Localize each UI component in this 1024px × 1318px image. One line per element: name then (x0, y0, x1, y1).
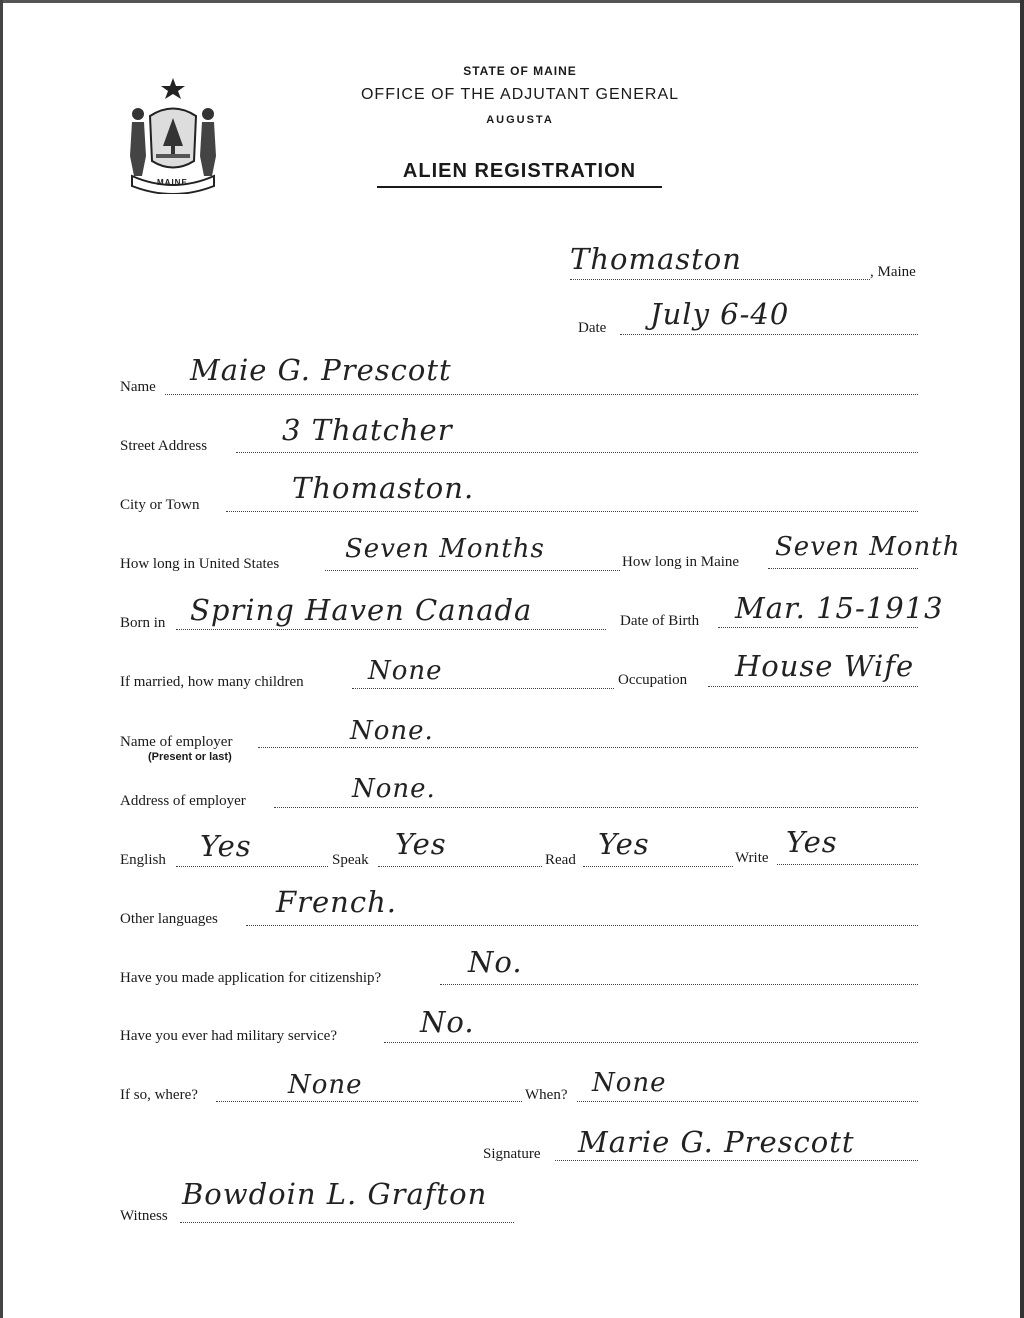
when-entry: None (592, 1068, 667, 1098)
label-military: Have you ever had military service? (120, 1028, 337, 1044)
where-entry: None (288, 1070, 363, 1100)
label-employer-address: Address of employer (120, 793, 246, 809)
header-city: AUGUSTA (486, 114, 554, 126)
label-employer-note: (Present or last) (148, 751, 232, 763)
label-dob: Date of Birth (620, 613, 700, 629)
dob-line (718, 627, 918, 628)
military-entry: No. (420, 1005, 475, 1039)
label-name: Name (120, 379, 156, 395)
citizenship-line (440, 984, 918, 985)
employer-line (258, 747, 918, 748)
label-maine: , Maine (870, 264, 916, 280)
date-entry: July 6-40 (650, 297, 790, 331)
born-in-line (176, 629, 606, 630)
children-entry: None (368, 656, 443, 686)
how-long-maine-line (768, 568, 918, 569)
seal-banner-text: MAINE (157, 178, 188, 187)
town-line (570, 279, 870, 280)
born-in-entry: Spring Haven Canada (190, 593, 533, 627)
label-employer: Name of employer (120, 734, 233, 750)
label-citizenship: Have you made application for citizenship? (120, 970, 382, 986)
street-entry: 3 Thatcher (282, 413, 453, 447)
street-line (236, 452, 918, 453)
label-when: When? (525, 1087, 568, 1103)
header-state: STATE OF MAINE (463, 64, 577, 78)
dob-entry: Mar. 15-1913 (735, 591, 944, 625)
label-signature: Signature (483, 1146, 541, 1162)
read-entry: Yes (598, 827, 650, 861)
how-long-us-entry: Seven Months (345, 534, 545, 564)
write-line (777, 864, 918, 865)
label-witness: Witness (120, 1208, 168, 1224)
scan-edge-top (0, 0, 1024, 3)
english-entry: Yes (200, 829, 252, 863)
town-entry: Thomaston (570, 242, 742, 276)
employer-entry: None. (350, 716, 434, 746)
label-born-in: Born in (120, 615, 166, 631)
state-seal (120, 76, 226, 194)
write-entry: Yes (786, 825, 838, 859)
city-entry: Thomaston. (292, 471, 475, 505)
signature-line (555, 1160, 918, 1161)
date-line (620, 334, 918, 335)
employer-address-line (274, 807, 918, 808)
form-title: ALIEN REGISTRATION (377, 160, 662, 188)
witness-line (180, 1222, 514, 1223)
city-line (226, 511, 918, 512)
other-lang-entry: French. (276, 885, 397, 919)
label-english: English (120, 852, 166, 868)
name-line (165, 394, 918, 395)
english-line (176, 866, 328, 867)
how-long-us-line (325, 570, 620, 571)
speak-entry: Yes (395, 827, 447, 861)
children-line (352, 688, 614, 689)
label-children: If married, how many children (120, 674, 304, 690)
label-how-long-maine: How long in Maine (622, 554, 740, 570)
label-read: Read (545, 852, 576, 868)
label-speak: Speak (332, 852, 369, 868)
scan-edge-right (1020, 0, 1024, 1318)
when-line (577, 1101, 918, 1102)
label-city: City or Town (120, 497, 200, 513)
where-line (216, 1101, 522, 1102)
employer-address-entry: None. (352, 774, 436, 804)
occupation-entry: House Wife (735, 649, 915, 683)
label-occupation: Occupation (618, 672, 688, 688)
signature-entry: Marie G. Prescott (578, 1125, 855, 1159)
label-date: Date (578, 320, 607, 336)
military-line (384, 1042, 918, 1043)
label-street: Street Address (120, 438, 208, 454)
label-where: If so, where? (120, 1087, 198, 1103)
name-entry: Maie G. Prescott (190, 353, 452, 387)
label-how-long-us: How long in United States (120, 556, 280, 572)
label-write: Write (735, 850, 769, 866)
occupation-line (708, 686, 918, 687)
header-office: OFFICE OF THE ADJUTANT GENERAL (360, 86, 680, 103)
citizenship-entry: No. (468, 945, 523, 979)
speak-line (378, 866, 542, 867)
witness-entry: Bowdoin L. Grafton (182, 1177, 488, 1211)
how-long-maine-entry: Seven Month (775, 532, 961, 562)
scan-edge-left (0, 0, 3, 1318)
other-lang-line (246, 925, 918, 926)
label-other-lang: Other languages (120, 911, 218, 927)
read-line (583, 866, 733, 867)
